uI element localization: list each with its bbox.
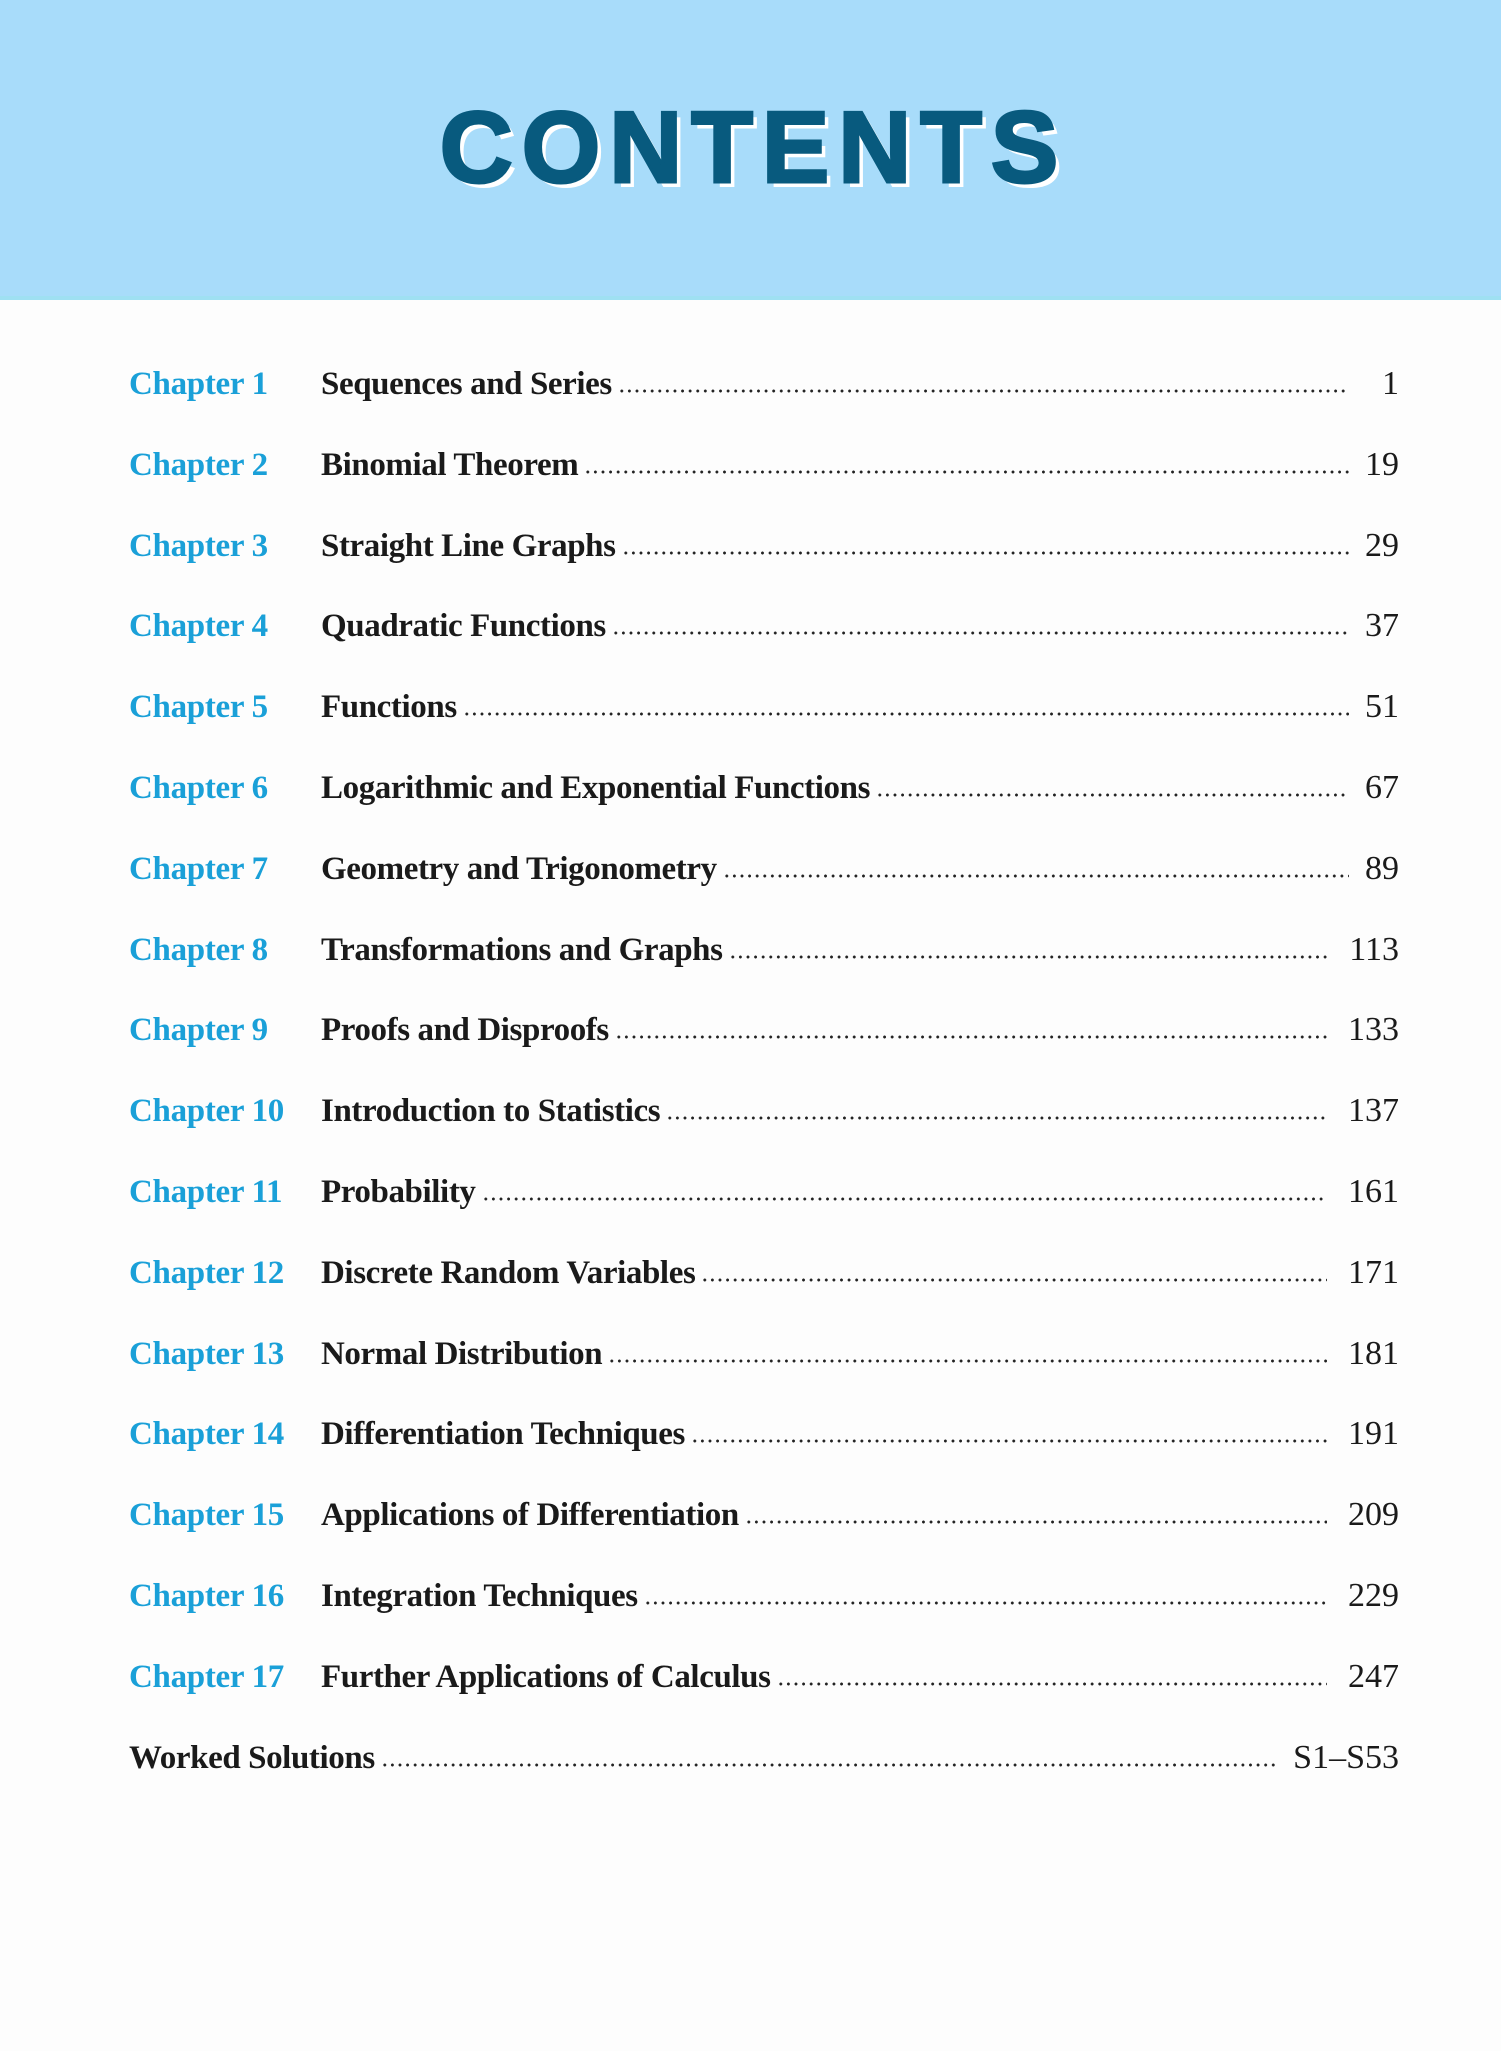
chapter-title[interactable]: Discrete Random Variables <box>321 1254 696 1291</box>
page-number[interactable]: 37 <box>1365 607 1399 645</box>
chapter-title[interactable]: Binomial Theorem <box>321 446 579 483</box>
dot-leader <box>729 955 1327 959</box>
chapter-label: Chapter 7 <box>129 850 268 887</box>
chapter-label: Chapter 11 <box>129 1173 283 1210</box>
dot-leader <box>745 1520 1327 1524</box>
chapter-title[interactable]: Proofs and Disproofs <box>321 1012 609 1049</box>
table-of-contents <box>129 344 1399 1798</box>
page-number[interactable]: 51 <box>1365 688 1399 726</box>
dot-leader <box>691 1439 1327 1443</box>
chapter-label: Chapter 1 <box>129 366 268 402</box>
toc-entry-chapter-11[interactable] <box>129 1152 1399 1233</box>
dot-leader <box>777 1682 1327 1686</box>
page-title: CONTENTS <box>439 92 1068 204</box>
chapter-title[interactable]: Introduction to Statistics <box>321 1093 661 1130</box>
worked-solutions-title[interactable]: Worked Solutions <box>129 1739 375 1776</box>
toc-entry-chapter-17[interactable] <box>129 1637 1399 1718</box>
toc-entry-chapter-7[interactable] <box>129 829 1399 910</box>
page-number[interactable]: 1 <box>1382 365 1399 402</box>
toc-entry-chapter-4[interactable] <box>129 586 1399 667</box>
dot-leader <box>618 389 1349 393</box>
chapter-label: Chapter 15 <box>129 1497 284 1534</box>
dot-leader <box>622 551 1349 555</box>
page-number[interactable]: 67 <box>1365 768 1399 806</box>
page-number[interactable]: S1–S53 <box>1293 1738 1399 1776</box>
dot-leader <box>876 793 1349 797</box>
page-number[interactable]: 191 <box>1348 1415 1399 1453</box>
page-number[interactable]: 209 <box>1348 1496 1399 1534</box>
chapter-title[interactable]: Straight Line Graphs <box>321 527 616 564</box>
toc-entry-chapter-5[interactable] <box>129 667 1399 748</box>
toc-entry-chapter-15[interactable] <box>129 1475 1399 1556</box>
chapter-title[interactable]: Functions <box>321 689 457 726</box>
toc-entry-chapter-1[interactable] <box>129 344 1399 425</box>
header-band <box>0 0 1501 300</box>
dot-leader <box>644 1601 1327 1605</box>
dot-leader <box>482 1197 1327 1201</box>
page-number[interactable]: 229 <box>1348 1576 1399 1614</box>
chapter-label: Chapter 3 <box>129 527 268 564</box>
toc-entry-chapter-6[interactable] <box>129 748 1399 829</box>
page-number[interactable]: 137 <box>1348 1092 1399 1130</box>
chapter-label: Chapter 6 <box>129 769 268 806</box>
dot-leader <box>612 631 1349 635</box>
toc-entry-chapter-10[interactable] <box>129 1071 1399 1152</box>
page-number[interactable]: 19 <box>1365 445 1399 483</box>
dot-leader <box>608 1359 1327 1363</box>
chapter-label: Chapter 5 <box>129 689 268 726</box>
page-number[interactable]: 133 <box>1348 1011 1399 1049</box>
chapter-label: Chapter 10 <box>129 1093 284 1130</box>
chapter-title[interactable]: Differentiation Techniques <box>321 1416 685 1453</box>
dot-leader <box>584 470 1349 474</box>
toc-entry-chapter-14[interactable] <box>129 1394 1399 1475</box>
toc-entry-chapter-9[interactable] <box>129 990 1399 1071</box>
chapter-label: Chapter 2 <box>129 446 268 483</box>
chapter-title[interactable]: Sequences and Series <box>321 366 612 402</box>
chapter-label: Chapter 16 <box>129 1577 284 1614</box>
page-number[interactable]: 247 <box>1348 1657 1399 1695</box>
toc-entry-chapter-13[interactable] <box>129 1314 1399 1395</box>
chapter-title[interactable]: Geometry and Trigonometry <box>321 850 717 887</box>
toc-entry-worked-solutions[interactable] <box>129 1718 1399 1799</box>
chapter-title[interactable]: Transformations and Graphs <box>321 931 723 968</box>
dot-leader <box>701 1278 1327 1282</box>
chapter-label: Chapter 12 <box>129 1254 284 1291</box>
chapter-label: Chapter 13 <box>129 1335 284 1372</box>
toc-entry-chapter-2[interactable] <box>129 425 1399 506</box>
toc-entry-chapter-3[interactable] <box>129 506 1399 587</box>
chapter-title[interactable]: Applications of Differentiation <box>321 1497 739 1534</box>
toc-entry-chapter-16[interactable] <box>129 1556 1399 1637</box>
toc-entry-chapter-12[interactable] <box>129 1233 1399 1314</box>
chapter-title[interactable]: Integration Techniques <box>321 1577 638 1614</box>
chapter-label: Chapter 4 <box>129 608 268 645</box>
chapter-label: Chapter 14 <box>129 1416 284 1453</box>
chapter-label: Chapter 8 <box>129 931 268 968</box>
chapter-title[interactable]: Further Applications of Calculus <box>321 1658 771 1695</box>
page-number[interactable]: 89 <box>1365 849 1399 887</box>
chapter-label: Chapter 17 <box>129 1658 284 1695</box>
page-number[interactable]: 29 <box>1365 526 1399 564</box>
dot-leader <box>666 1116 1327 1120</box>
chapter-title[interactable]: Probability <box>321 1173 476 1210</box>
page-number[interactable]: 181 <box>1348 1334 1399 1372</box>
chapter-label: Chapter 9 <box>129 1012 268 1049</box>
page-number[interactable]: 161 <box>1348 1172 1399 1210</box>
page-number[interactable]: 113 <box>1349 930 1399 968</box>
chapter-title[interactable]: Normal Distribution <box>321 1335 603 1372</box>
dot-leader <box>463 712 1349 716</box>
dot-leader <box>723 874 1349 878</box>
toc-entry-chapter-8[interactable] <box>129 910 1399 991</box>
dot-leader <box>615 1035 1327 1039</box>
dot-leader <box>381 1763 1277 1767</box>
chapter-title[interactable]: Quadratic Functions <box>321 608 606 645</box>
chapter-title[interactable]: Logarithmic and Exponential Functions <box>321 769 871 806</box>
page-number[interactable]: 171 <box>1348 1253 1399 1291</box>
